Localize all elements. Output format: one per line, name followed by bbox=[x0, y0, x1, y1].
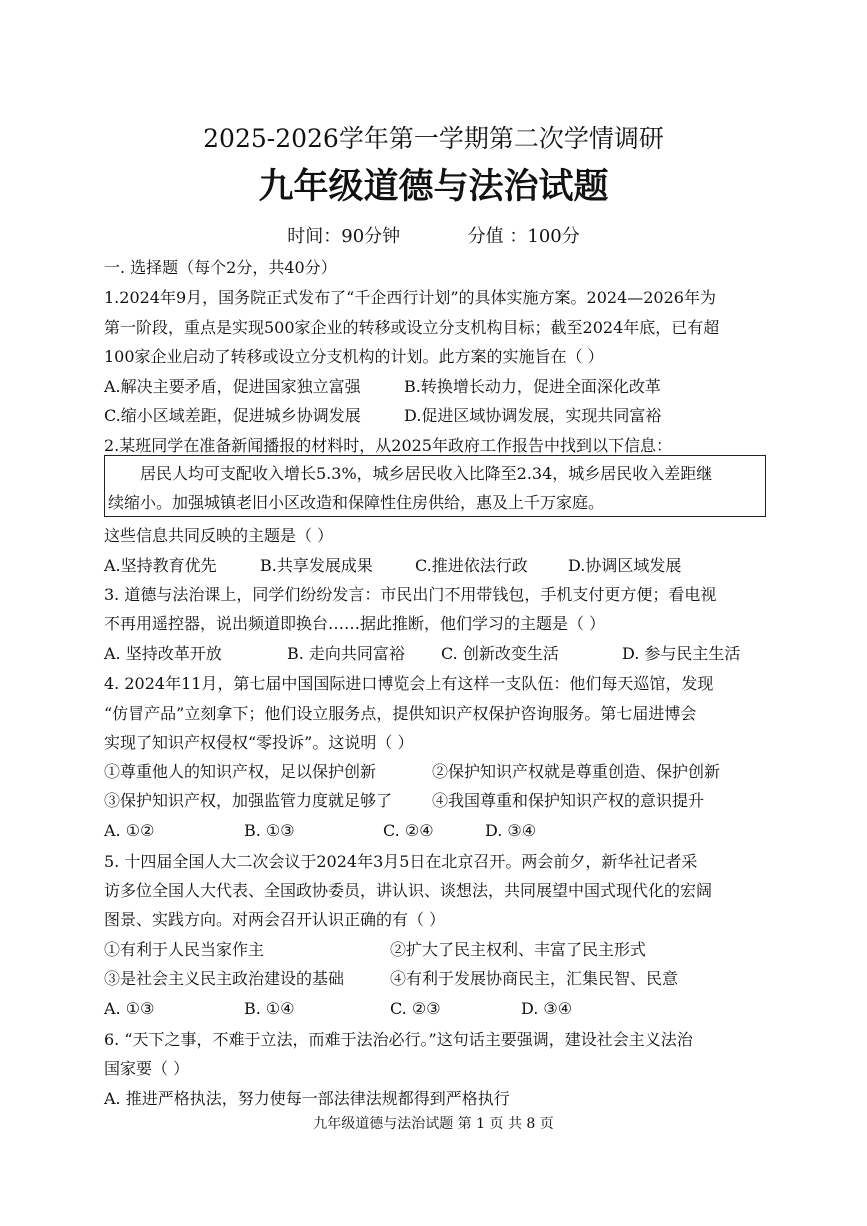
q4-option-b: B. ①③ bbox=[244, 821, 295, 840]
q2-option-b: B.共享发展成果 bbox=[260, 556, 373, 575]
q3-option-b: B. 走向共同富裕 bbox=[287, 644, 405, 663]
q3-stem-line2: 不再用遥控器，说出频道即换台……据此推断，他们学习的主题是（ ） bbox=[104, 614, 606, 633]
q5-option-b: B. ①④ bbox=[244, 999, 295, 1018]
q4-item-4: ④我国尊重和保护知识产权的意识提升 bbox=[432, 791, 705, 810]
exam-title-line2: 九年级道德与法治试题 bbox=[258, 166, 609, 207]
exam-meta bbox=[0, 226, 867, 248]
q3-option-a: A. 坚持改革开放 bbox=[104, 644, 222, 663]
q5-option-c: C. ②③ bbox=[390, 999, 441, 1018]
q6-option-a: A. 推进严格执法，努力使每一部法律法规都得到严格执行 bbox=[104, 1089, 510, 1108]
q1-option-c: C.缩小区域差距，促进城乡协调发展 bbox=[104, 406, 361, 425]
q2-material-line1: 居民人均可支配收入增长5.3%，城乡居民收入比降至2.34，城乡居民收入差距继 bbox=[140, 464, 713, 483]
q5-stem-line1: 5. 十四届全国人大二次会议于2024年3月5日在北京召开。两会前夕，新华社记者采 bbox=[104, 852, 698, 871]
q4-item-3: ③保护知识产权，加强监管力度就足够了 bbox=[104, 791, 393, 810]
q6-stem-line2: 国家要（ ） bbox=[104, 1059, 190, 1078]
q4-item-1: ①尊重他人的知识产权，足以保护创新 bbox=[104, 762, 377, 781]
q4-stem-line2: “仿冒产品”立刻拿下；他们设立服务点，提供知识产权保护咨询服务。第七届进博会 bbox=[104, 704, 697, 723]
q4-option-a: A. ①② bbox=[104, 821, 155, 840]
q5-item-2: ②扩大了民主权利、丰富了民主形式 bbox=[390, 940, 647, 959]
q4-stem-line3: 实现了知识产权侵权“零投诉”。这说明（ ） bbox=[104, 733, 414, 752]
q1-option-d: D.促进区域协调发展，实现共同富裕 bbox=[404, 406, 662, 425]
q1-option-a: A.解决主要矛盾，促进国家独立富强 bbox=[104, 377, 361, 396]
exam-title-line1: 2025-2026学年第一学期第二次学情调研 bbox=[203, 124, 664, 153]
q1-stem-line3: 100家企业启动了转移或设立分支机构的计划。此方案的实施旨在（ ） bbox=[104, 347, 604, 366]
q5-item-1: ①有利于人民当家作主 bbox=[104, 940, 265, 959]
q4-stem-line1: 4. 2024年11月，第七届中国国际进口博览会上有这样一支队伍：他们每天巡馆，发现 bbox=[104, 674, 714, 693]
q5-stem-line2: 访多位全国人大代表、全国政协委员，讲认识、谈想法，共同展望中国式现代化的宏阔 bbox=[104, 881, 713, 900]
q1-stem-line2: 第一阶段，重点是实现500家企业的转移或设立分支机构目标；截至2024年底，已有超 bbox=[104, 318, 720, 337]
q2-option-c: C.推进依法行政 bbox=[415, 556, 528, 575]
q5-option-d: D. ③④ bbox=[521, 999, 573, 1018]
q3-option-c: C. 创新改变生活 bbox=[441, 644, 559, 663]
exam-score: 分值 ：100分 bbox=[467, 226, 580, 247]
q1-stem-line1: 1.2024年9月，国务院正式发布了“千企西行计划”的具体实施方案。2024—2026年为 bbox=[104, 288, 716, 307]
section-heading: 一. 选择题（每个2分，共40分） bbox=[104, 258, 337, 277]
q6-stem-line1: 6. “天下之事，不难于立法，而难于法治必行。”这句话主要强调，建设社会主义法治 bbox=[104, 1030, 693, 1049]
q5-option-a: A. ①③ bbox=[104, 999, 155, 1018]
q4-option-c: C. ②④ bbox=[383, 821, 434, 840]
q2-question: 这些信息共同反映的主题是（ ） bbox=[104, 526, 334, 545]
q3-option-d: D. 参与民主生活 bbox=[622, 644, 741, 663]
q5-item-3: ③是社会主义民主政治建设的基础 bbox=[104, 969, 345, 988]
page-footer: 九年级道德与法治试题 第 1 页 共 8 页 bbox=[313, 1116, 554, 1132]
q3-stem-line1: 3. 道德与法治课上，同学们纷纷发言：市民出门不用带钱包，手机支付更方便；看电视 bbox=[104, 585, 717, 604]
q4-option-d: D. ③④ bbox=[485, 821, 537, 840]
q2-material-line2: 续缩小。加强城镇老旧小区改造和保障性住房供给，惠及上千万家庭。 bbox=[108, 493, 605, 512]
q5-item-4: ④有利于发展协商民主，汇集民智、民意 bbox=[390, 969, 679, 988]
q4-item-2: ②保护知识产权就是尊重创造、保护创新 bbox=[432, 762, 721, 781]
q2-option-a: A.坚持教育优先 bbox=[104, 556, 217, 575]
q1-option-b: B.转换增长动力，促进全面深化改革 bbox=[404, 377, 661, 396]
q2-stem: 2.某班同学在准备新闻播报的材料时，从2025年政府工作报告中找到以下信息： bbox=[104, 436, 672, 455]
exam-time: 时间：90分钟 bbox=[287, 226, 401, 247]
q5-stem-line3: 图景、实践方向。对两会召开认识正确的有（ ） bbox=[104, 910, 446, 929]
q2-option-d: D.协调区域发展 bbox=[568, 556, 682, 575]
